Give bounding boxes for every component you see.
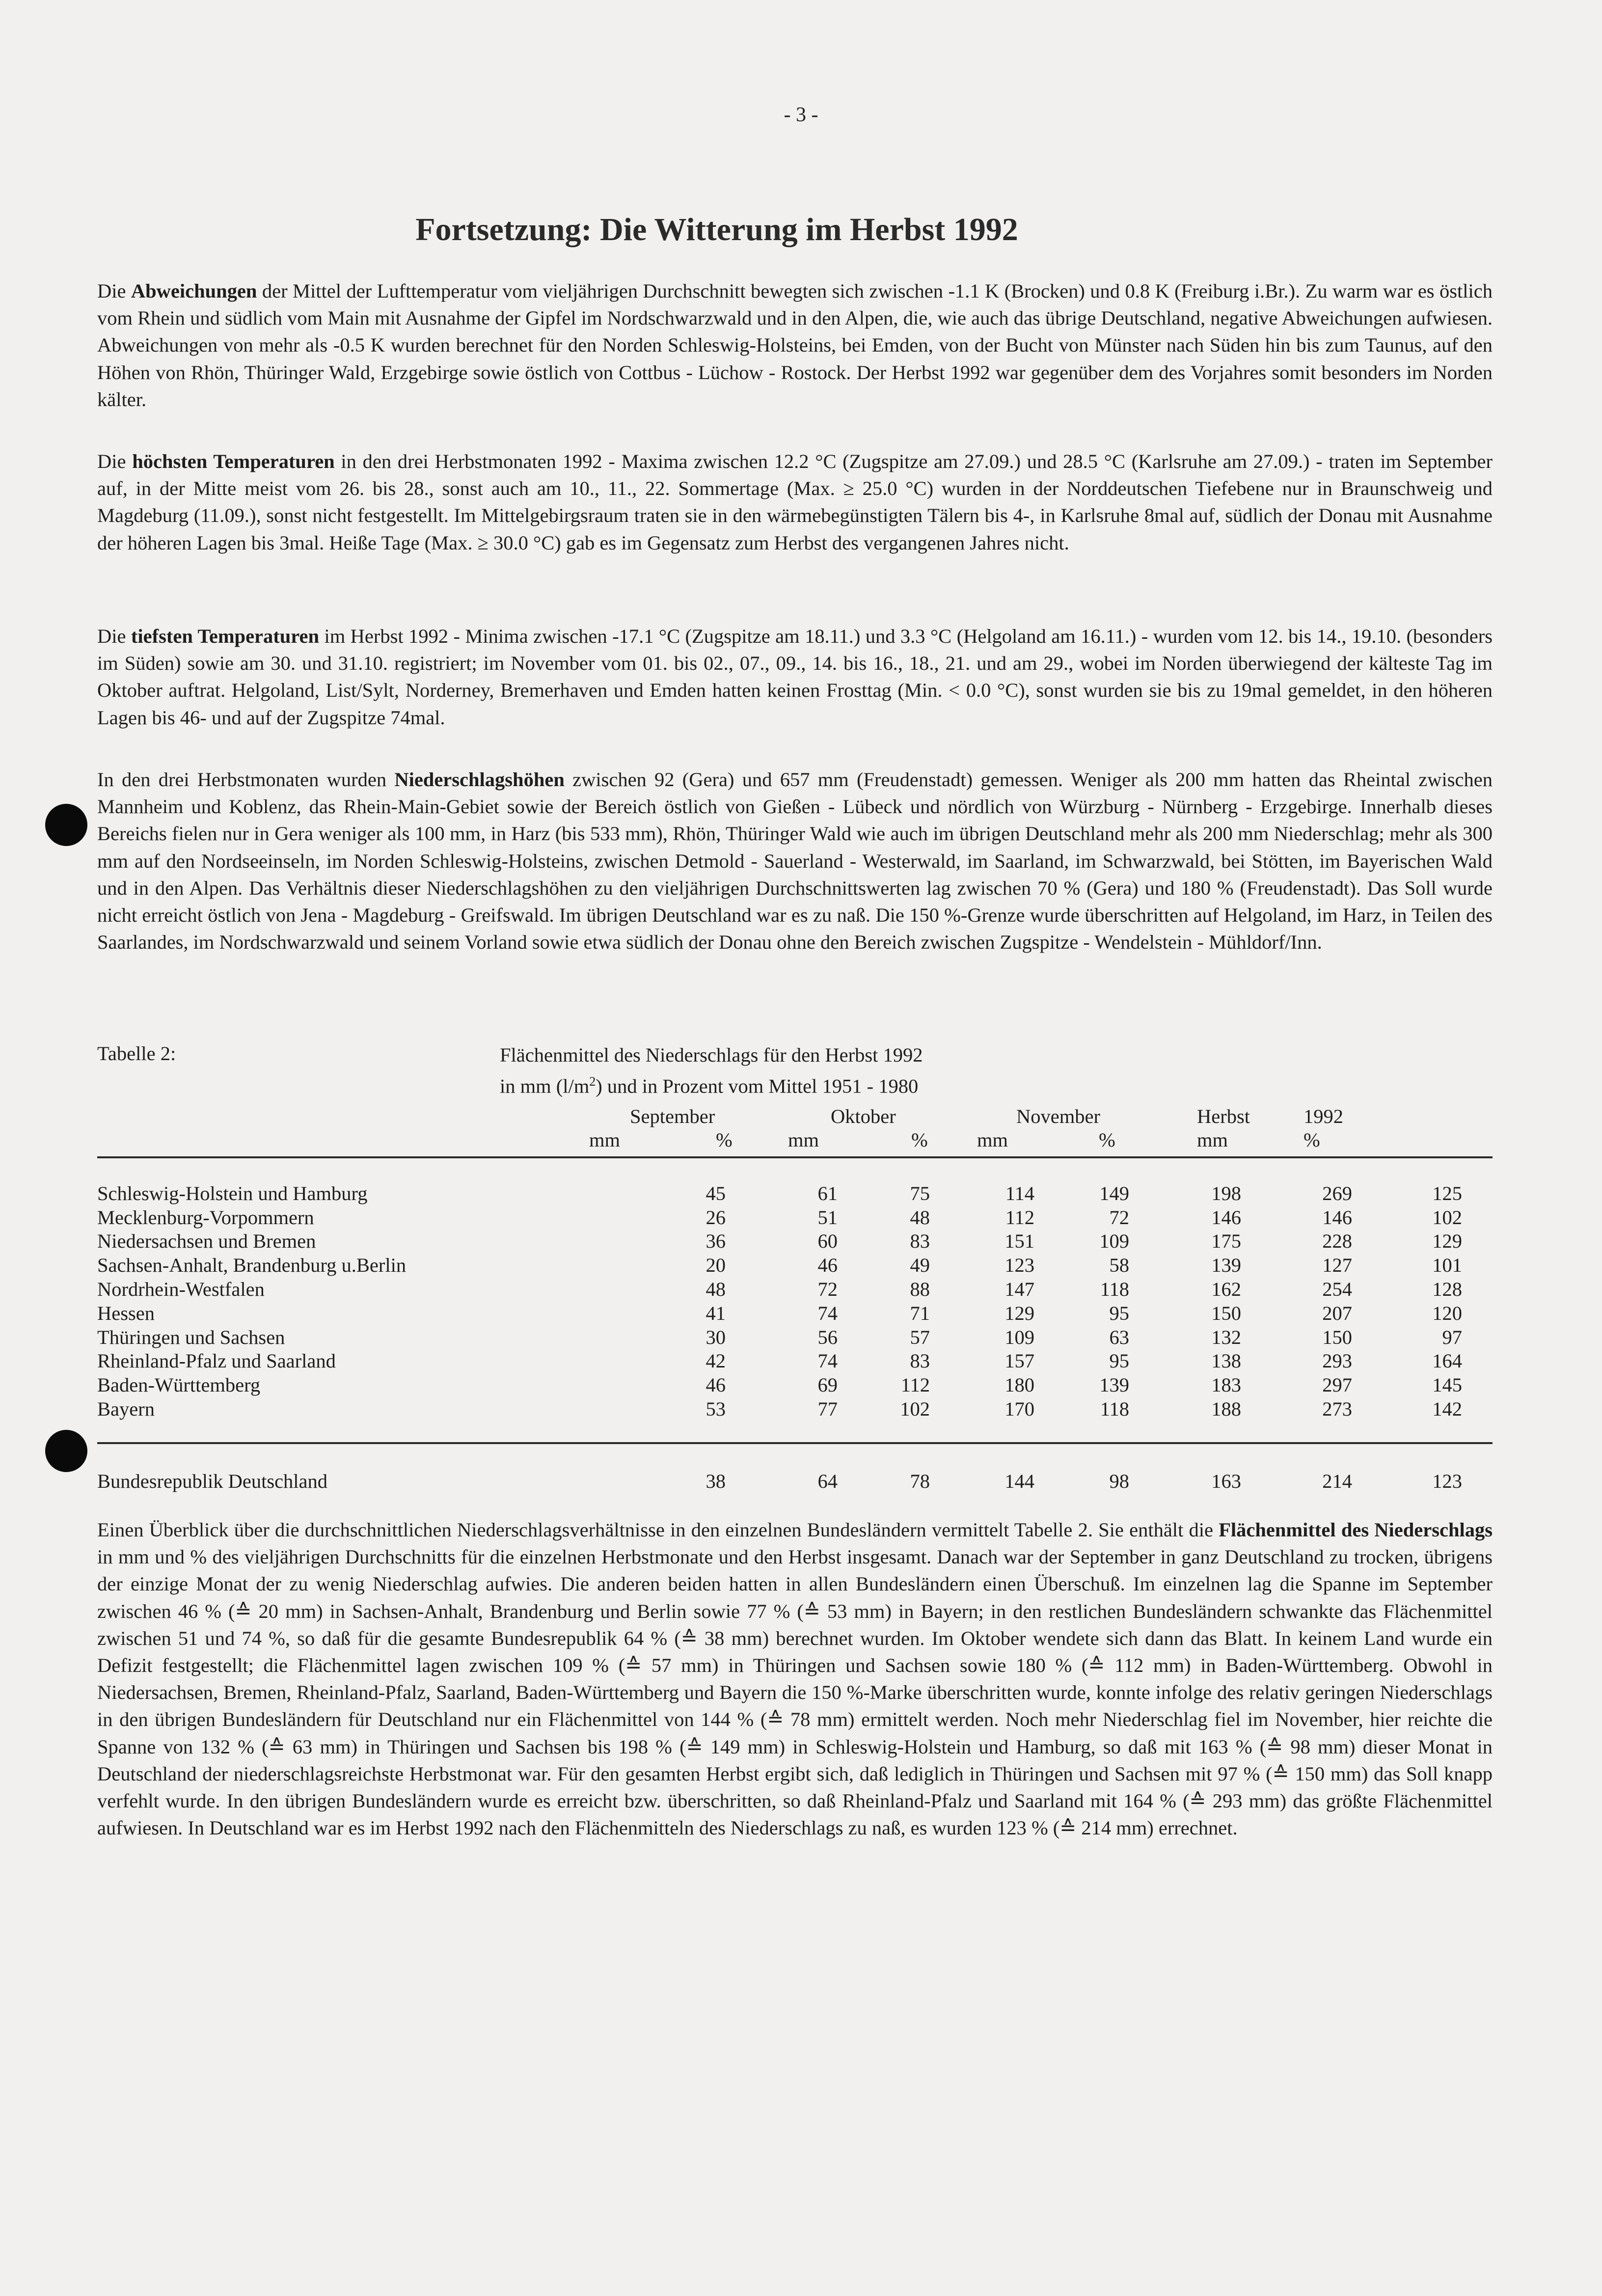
table-cell: 95 [1109,1302,1129,1324]
unit-header: mm [589,1129,621,1151]
month-header-november: November [1016,1105,1100,1127]
table-cell: 273 [1322,1398,1352,1421]
page-number: - 3 - [784,104,818,126]
state-name: Bundesrepublik Deutschland [97,1470,328,1492]
unit-header: % [1303,1129,1320,1151]
state-name: Mecklenburg-Vorpommern [97,1206,314,1229]
unit-header: % [911,1129,928,1151]
unit-header: % [716,1129,733,1151]
table-cell: 132 [1211,1326,1241,1348]
table-cell: 147 [1005,1278,1034,1301]
para-keyword: Niederschlagshöhen [394,768,565,791]
table-cell: 49 [910,1254,930,1277]
para-text: in mm und % des vieljährigen Durchschnitts für die einzelnen Herbstmonate und den Herbst insgesamt. Danach war der September in ganz Deutschland zu trocken, übrigens der einzige Monat der zu wenig Niederschlag aufwies. Die anderen beiden hatten in allen Bundesländern einen Überschuß. Im einzelnen lag die Spanne im September zwischen 46 % (≙ 20 mm) in Sachsen-Anhalt, Brandenburg und Berlin sowie 77 % (≙ 53 mm) in Bayern; in den restlichen Bundesländern schwankte das Flächenmittel zwischen 51 und 74 %, so daß für die gesamte Bundesrepublik 64 % (≙ 38 mm) berechnet wurden. Im Oktober wendete sich dann das Blatt. In keinem Land wurde ein Defizit festgestellt; die Flächenmittel lagen zwischen 109 % (≙ 57 mm) in Thüringen und Sachsen sowie 180 % (≙ 112 mm) in Baden-Württemberg. Obwohl in Niedersachsen, Bremen, Rheinland-Pfalz, Saarland, Baden-Württemberg und Bayern die 150 %-Marke überschritten wurde, konnte infolge des relativ geringen Niederschlags in den übrigen Bundesländern für Deutschland nur ein Flächenmittel von 144 % (≙ 78 mm) ermittelt werden. Noch mehr Niederschlag fiel im November, hier reichte die Spanne von 132 % (≙ 63 mm) in Thüringen und Sachsen bis 198 % (≙ 149 mm) in Schleswig-Holstein und Hamburg, so daß mit 163 % (≙ 98 mm) dieser Monat in Deutschland der niederschlagsreichste Herbstmonat war. Für den gesamten Herbst ergibt sich, daß lediglich in Thüringen und Sachsen mit 97 % (≙ 150 mm) das Soll knapp verfehlt wurde. In den übrigen Bundesländern wurde es erreicht bzw. überschritten, so daß Rheinland-Pfalz und Saarland mit 164 % (≙ 293 mm) das größte Flächenmittel aufwiesen. In Deutschland war es im Herbst 1992 nach den Flächenmitteln des Niederschlags zu naß, es wurden 123 % (≙ 214 mm) errechnet. [97,1546,1493,1839]
table-cell: 56 [817,1326,838,1348]
table-cell: 228 [1322,1230,1352,1253]
table-cell: 144 [1005,1470,1034,1492]
para-keyword: tiefsten Temperaturen [131,625,320,647]
table-cell: 254 [1322,1278,1352,1301]
table-cell: 71 [910,1302,930,1324]
table-cell: 45 [706,1182,726,1204]
table-cell: 101 [1432,1254,1462,1277]
table-cell: 170 [1005,1398,1034,1421]
table-cell: 114 [1005,1182,1034,1204]
table-cell: 72 [1109,1206,1129,1229]
table-cell: 30 [706,1326,726,1348]
state-name: Schleswig-Holstein und Hamburg [97,1182,368,1204]
table-cell: 109 [1099,1230,1129,1253]
table-row [97,1325,1493,1349]
table-label: Tabelle 2: [97,1042,176,1065]
unit-header: mm [977,1129,1008,1151]
para-keyword: Abweichungen [131,280,257,302]
table-cell: 61 [817,1182,838,1204]
table-cell: 151 [1005,1230,1034,1253]
table-cell: 129 [1005,1302,1034,1324]
table-cell: 53 [706,1398,726,1421]
table-cell: 51 [817,1206,838,1229]
paragraph-deviations [97,277,1493,413]
table-cell: 78 [910,1470,930,1492]
state-name: Thüringen und Sachsen [97,1326,285,1348]
table-cell: 129 [1432,1230,1462,1253]
table-cell: 75 [910,1182,930,1204]
table-row [97,1205,1493,1230]
table-cell: 38 [706,1470,726,1492]
table-cell: 97 [1442,1326,1462,1348]
state-name: Hessen [97,1302,155,1324]
table-cell: 297 [1322,1374,1352,1396]
table-cell: 74 [817,1302,838,1324]
month-header-september: September [630,1105,715,1127]
table-cell: 145 [1432,1374,1462,1396]
table-cell: 83 [910,1350,930,1372]
state-name: Rheinland-Pfalz und Saarland [97,1350,336,1372]
table-cell: 183 [1211,1374,1241,1396]
table-cell: 120 [1432,1302,1462,1324]
para-text: in den drei Herbstmonaten 1992 - Maxima zwischen 12.2 °C (Zugspitze am 27.09.) und 28.5 °C (Karlsruhe am 27.09.) - traten im September auf, in der Mitte meist vom 26. bis 28., sonst auch am 10., 11., 22. Sommertage (Max. ≥ 25.0 °C) wurden in der Norddeutschen Tiefebene nur in Braunschweig und Magdeburg (11.09.), sonst nicht festgestellt. Im Mittelgebirgsraum traten sie in den wärmebegünstigten Tälern bis 4-, in Karlsruhe 8mal auf, südlich der Donau mit Ausnahme der höheren Lagen bis 3mal. Heiße Tage (Max. ≥ 30.0 °C) gab es im Gegensatz zum Herbst des vergangenen Jahres nicht. [97,450,1493,554]
punch-hole-lower [45,1430,87,1472]
para-lead: In den drei Herbstmonaten wurden [97,768,395,791]
paragraph-min-temperatures [97,623,1493,731]
table-cell: 139 [1211,1254,1241,1277]
table-cell: 188 [1211,1398,1241,1421]
table-cell: 64 [817,1470,838,1492]
table-title-line2: in mm $(l/m^2)$ und in Prozent vom Mittel 1951 - 1980 [500,1074,919,1097]
table-cell: 138 [1211,1350,1241,1372]
table-total-rule [97,1442,1493,1444]
table-cell: 48 [706,1278,726,1301]
paragraph-area-means [97,1516,1493,1841]
table-cell: 20 [706,1254,726,1277]
month-header-herbst: Herbst [1197,1105,1250,1127]
table-cell: 112 [900,1374,930,1396]
month-header-year: 1992 [1303,1105,1343,1127]
para-text: im Herbst 1992 - Minima zwischen -17.1 °C (Zugspitze am 18.11.) und 3.3 °C (Helgoland am 16.11.) - wurden vom 12. bis 14., 19.10. (besonders im Süden) sowie am 30. und 31.10. registriert; im November vom 01. bis 02., 07., 09., 14. bis 16., 18., 21. und am 29., wobei im Norden überwiegend der kälteste Tag im Oktober auftrat. Helgoland, List/Sylt, Norderney, Bremerhaven und Emden hatten keinen Frosttag (Min. < 0.0 °C), sonst wurden sie bis zu 19mal gemeldet, in den höheren Lagen bis 46- und auf der Zugspitze 74mal. [97,625,1493,729]
table-cell: 198 [1211,1182,1241,1204]
table-cell: 60 [817,1230,838,1253]
punch-hole-upper [45,804,87,846]
table-cell: 123 [1432,1470,1462,1492]
table-row [97,1349,1493,1373]
table-cell: 163 [1211,1470,1241,1492]
para-lead: Einen Überblick über die durchschnittlichen Niederschlagsverhältnisse in den einzelnen Bundesländern vermittelt Tabelle 2. Sie enthält die [97,1519,1219,1541]
table-cell: 36 [706,1230,726,1253]
unit-header: mm [1197,1129,1228,1151]
month-header-oktober: Oktober [831,1105,896,1127]
state-name: Baden-Württemberg [97,1374,261,1396]
table-header-rule [97,1156,1493,1158]
table-cell: 46 [817,1254,838,1277]
table-cell: 118 [1100,1278,1129,1301]
table-cell: 102 [900,1398,930,1421]
table-cell: 150 [1322,1326,1352,1348]
table-cell: 74 [817,1350,838,1372]
para-text: der Mittel der Lufttemperatur vom vieljährigen Durchschnitt bewegten sich zwischen -1.1 K (Brocken) und 0.8 K (Freiburg i.Br.). Zu warm war es östlich vom Rhein und südlich vom Main mit Ausnahme der Gipfel im Nordschwarzwald und in den Alpen, die, wie auch das übrige Deutschland, negative Abweichungen aufwiesen. Abweichungen von mehr als -0.5 K wurden berechnet für den Norden Schleswig-Holsteins, bei Emden, von der Bucht von Münster nach Süden hin bis zum Taunus, auf den Höhen von Rhön, Thüringer Wald, Erzgebirge sowie östlich von Cottbus - Lüchow - Rostock. Der Herbst 1992 war gegenüber dem des Vorjahres somit besonders im Norden kälter. [97,280,1493,410]
table-cell: 142 [1432,1398,1462,1421]
table-cell: 139 [1099,1374,1129,1396]
unit-header: % [1099,1129,1115,1151]
state-name: Bayern [97,1398,155,1421]
table-cell: 72 [817,1278,838,1301]
table-cell: 57 [910,1326,930,1348]
table-row [97,1277,1493,1301]
table-cell: 77 [817,1398,838,1421]
table-cell: 58 [1109,1254,1129,1277]
table-cell: 269 [1322,1182,1352,1204]
table-row [97,1373,1493,1397]
table-cell: 69 [817,1374,838,1396]
table-cell: 98 [1109,1470,1129,1492]
table-title-line1: Flächenmittel des Niederschlags für den Herbst 1992 [500,1044,923,1066]
table-cell: 95 [1109,1350,1129,1372]
table-cell: 125 [1432,1182,1462,1204]
table-cell: 42 [706,1350,726,1372]
table-cell: 214 [1322,1470,1352,1492]
table-cell: 46 [706,1374,726,1396]
table-row [97,1181,1493,1205]
para-text: zwischen 92 (Gera) und 657 mm (Freudenstadt) gemessen. Weniger als 200 mm hatten das Rheintal zwischen Mannheim und Koblenz, das Rhein-Main-Gebiet sowie der Bereich östlich von Gießen - Lübeck und nördlich von Würzburg - Nürnberg - Erzgebirge. Innerhalb dieses Bereichs fielen nur in Gera weniger als 100 mm, in Harz (bis 533 mm), Rhön, Thüringer Wald wie auch im übrigen Deutschland mehr als 200 mm Niederschlag; mehr als 300 mm auf den Nordseeinseln, im Norden Schleswig-Holsteins, zwischen Detmold - Sauerland - Westerwald, im Saarland, im Schwarzwald, bei Stötten, im Bayerischen Wald und in den Alpen. Das Verhältnis dieser Niederschlagshöhen zu den vieljährigen Durchschnittswerten lag zwischen 70 % (Gera) und 180 % (Freudenstadt). Das Soll wurde nicht erreicht östlich von Jena - Magdeburg - Greifswald. Im übrigen Deutschland war es zu naß. Die 150 %-Grenze wurde überschritten auf Helgoland, im Harz, in Teilen des Saarlandes, im Nordschwarzwald und seinem Vorland sowie etwa südlich der Donau ohne den Bereich zwischen Zugspitze - Wendelstein - Mühldorf/Inn. [97,768,1493,954]
table-cell: 162 [1211,1278,1241,1301]
para-lead: Die [97,280,131,302]
table-cell: 102 [1432,1206,1462,1229]
paragraph-precipitation [97,766,1493,956]
table-cell: 146 [1322,1206,1352,1229]
page-title: Fortsetzung: Die Witterung im Herbst 1992 [415,212,1018,247]
table-cell: 293 [1322,1350,1352,1372]
table-cell: 26 [706,1206,726,1229]
para-lead: Die [97,625,131,647]
para-keyword: höchsten Temperaturen [132,450,335,472]
table-row [97,1469,1493,1493]
table-cell: 207 [1322,1302,1352,1324]
state-name: Nordrhein-Westfalen [97,1278,265,1301]
table-cell: 88 [910,1278,930,1301]
precipitation-table [97,1181,1493,1421]
table-cell: 164 [1432,1350,1462,1372]
table-cell: 150 [1211,1302,1241,1324]
table-row [97,1253,1493,1277]
table-cell: 83 [910,1230,930,1253]
state-name: Niedersachsen und Bremen [97,1230,316,1253]
table-cell: 180 [1005,1374,1034,1396]
table-cell: 41 [706,1302,726,1324]
table-cell: 127 [1322,1254,1352,1277]
table-cell: 63 [1109,1326,1129,1348]
table-cell: 146 [1211,1206,1241,1229]
unit-header: mm [788,1129,819,1151]
table-title [500,1042,923,1100]
total-table [97,1469,1493,1493]
para-keyword: Flächenmittel des Niederschlags [1219,1519,1493,1541]
table-row [97,1230,1493,1254]
table-cell: 175 [1211,1230,1241,1253]
table-cell: 157 [1005,1350,1034,1372]
para-lead: Die [97,450,133,472]
table-cell: 112 [1005,1206,1034,1229]
paragraph-max-temperatures [97,448,1493,556]
table-cell: 149 [1099,1182,1129,1204]
state-name: Sachsen-Anhalt, Brandenburg u.Berlin [97,1254,407,1277]
table-cell: 118 [1100,1398,1129,1421]
table-row [97,1397,1493,1421]
table-cell: 123 [1005,1254,1034,1277]
table-row [97,1301,1493,1325]
table-cell: 109 [1005,1326,1034,1348]
table-cell: 48 [910,1206,930,1229]
table-cell: 128 [1432,1278,1462,1301]
